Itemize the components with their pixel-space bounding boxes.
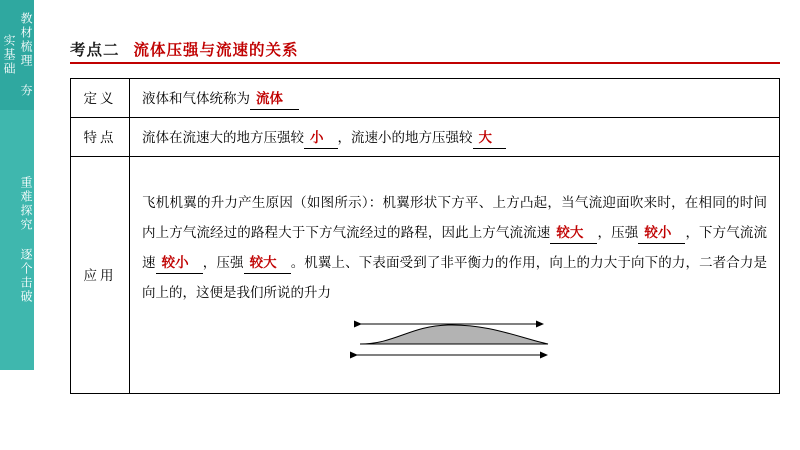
side-tab-textbook-review[interactable] — [0, 0, 34, 110]
side-tab-key-difficulty-label: 重难探究 逐个击破 — [19, 176, 33, 304]
feature-blank-answer-2: 大 — [473, 129, 507, 149]
leading-upper-arrowhead — [354, 321, 362, 328]
table-row-definition — [71, 79, 780, 118]
row-label-definition: 定义 — [71, 79, 130, 118]
application-text-2: ，压强 — [597, 225, 639, 240]
concept-table — [70, 78, 780, 394]
table-row-application — [71, 157, 780, 394]
airfoil-wing-diagram — [340, 318, 570, 366]
heading-title: 流体压强与流速的关系 — [133, 42, 299, 59]
application-text-5: 。机翼上、下表面受到了非平衡力的作用，向上的力大于向下的力，二者合力是向上的，这便是我们所说的升力 — [142, 255, 768, 300]
airfoil-svg — [340, 318, 570, 366]
feature-blank-answer-1: 小 — [304, 129, 338, 149]
application-text-4: ，压强 — [202, 255, 244, 270]
side-tab-textbook-review-label: 教材梳理 夯实基础 — [2, 12, 33, 98]
heading-number: 考点二 — [70, 42, 120, 59]
leading-lower-arrowhead — [350, 352, 358, 359]
row-content-application — [130, 157, 780, 394]
upper-flow-arrowhead — [536, 321, 544, 328]
application-text-1: 飞机机翼的升力产生原因（如图所示）：机翼形状下方平、上方凸起，当气流迎面吹来时，在相同的时间内上方气流经过的路程大于下方气流经过的路程，因此上方气流流速 — [142, 195, 767, 240]
definition-text: 液体和气体统称为 — [142, 90, 250, 106]
side-tab-key-difficulty[interactable] — [0, 110, 34, 370]
heading-divider — [70, 62, 780, 64]
application-text-3: ，下方气流流速 — [142, 225, 768, 270]
definition-blank-answer: 流体 — [250, 90, 299, 110]
application-blank-answer-3: 较小 — [156, 254, 203, 274]
row-content-feature — [130, 118, 780, 157]
page-title — [70, 38, 299, 60]
row-content-definition — [130, 79, 780, 118]
feature-text-1: 流体在流速大的地方压强较 — [142, 129, 304, 145]
application-blank-answer-4: 较大 — [244, 254, 291, 274]
row-label-application: 应用 — [71, 157, 130, 394]
application-blank-answer-2: 较小 — [638, 224, 685, 244]
application-paragraph — [142, 188, 767, 308]
lower-flow-arrowhead — [540, 352, 548, 359]
application-blank-answer-1: 较大 — [550, 224, 597, 244]
wing-shape — [360, 325, 548, 344]
row-label-feature: 特点 — [71, 118, 130, 157]
feature-text-2: ，流速小的地方压强较 — [337, 129, 473, 145]
table-row-feature — [71, 118, 780, 157]
